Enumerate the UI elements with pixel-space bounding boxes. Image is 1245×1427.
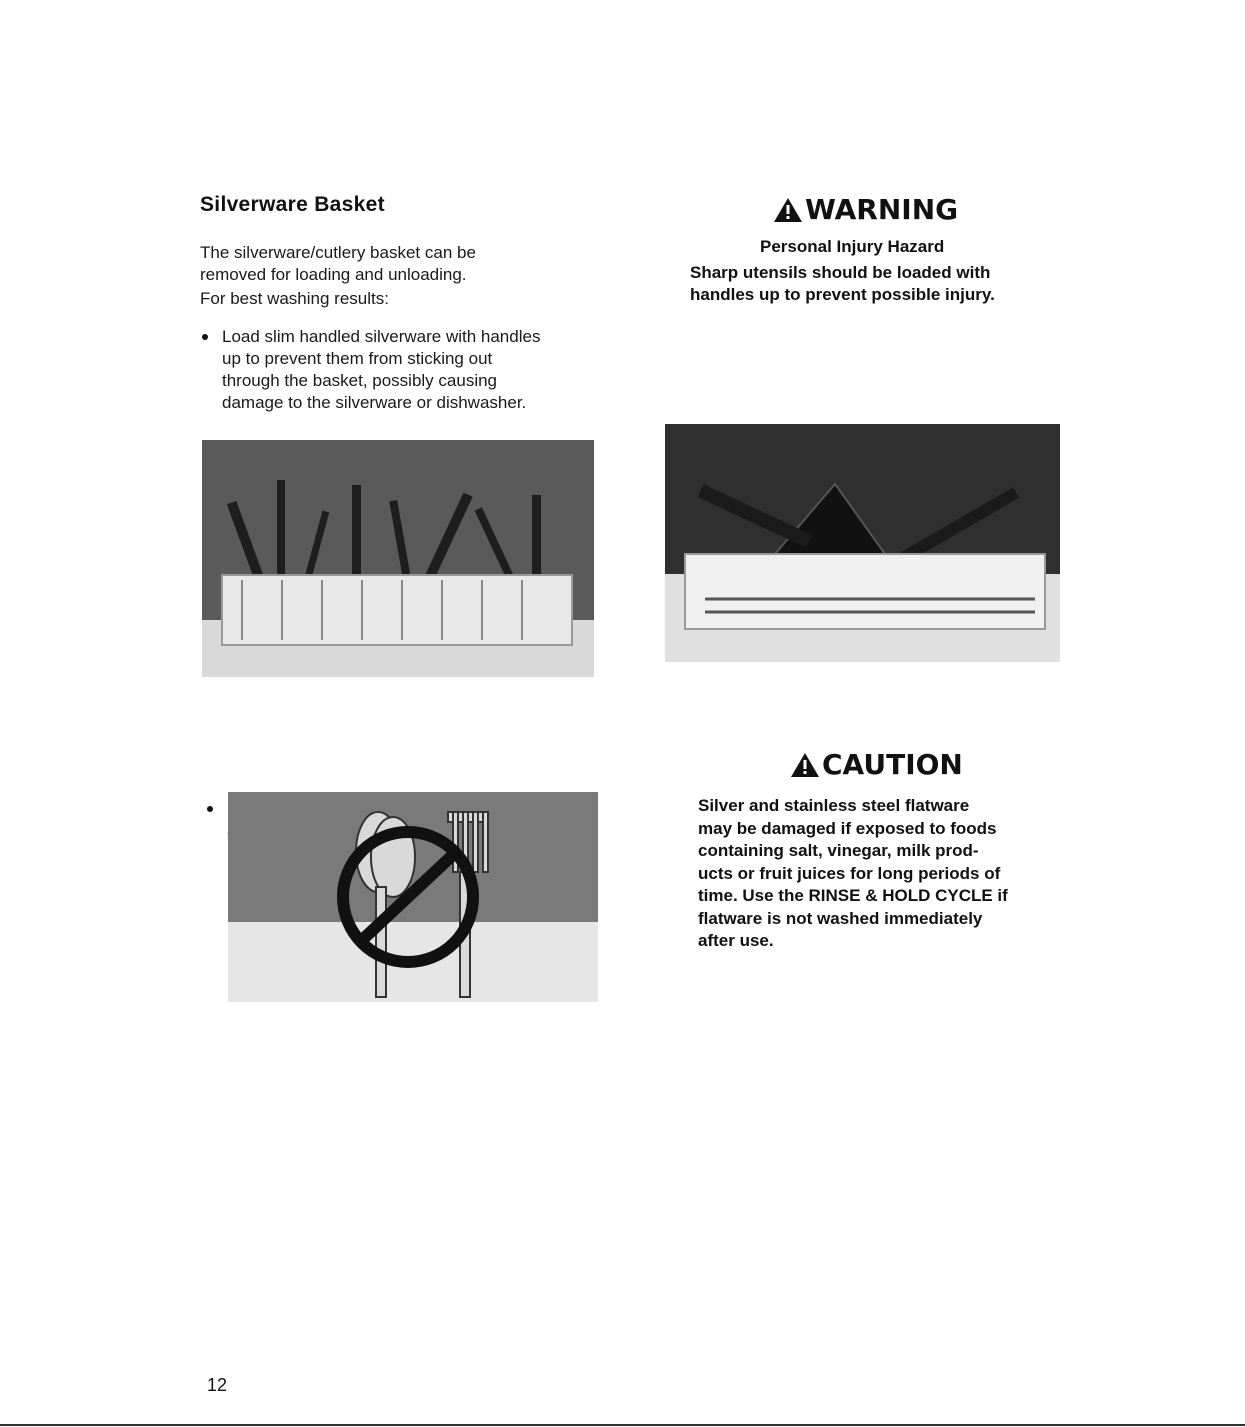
warning-title: WARNING bbox=[805, 193, 959, 226]
long-utensils-illustration bbox=[665, 424, 1060, 662]
warning-heading bbox=[773, 193, 958, 226]
bullet-slim-handled bbox=[200, 326, 662, 414]
basket-illustration bbox=[202, 440, 594, 677]
nested-utensils-photo bbox=[228, 792, 598, 1002]
intro-line: The silverware/cutlery basket can be bbox=[200, 243, 476, 262]
intro-line: removed for loading and unloading. bbox=[200, 265, 467, 284]
section-title: Silverware Basket bbox=[200, 193, 385, 216]
nested-utensils-illustration bbox=[228, 792, 598, 1002]
intro-text bbox=[200, 242, 620, 310]
warning-triangle-icon bbox=[773, 197, 803, 223]
bullet-line: Load slim handled silverware with handles bbox=[222, 327, 541, 346]
caution-line: flatware is not washed immediately bbox=[698, 908, 983, 928]
bullet-line: damage to the silverware or dishwasher. bbox=[222, 393, 527, 412]
caution-triangle-icon bbox=[790, 752, 820, 778]
caution-line: after use. bbox=[698, 931, 774, 950]
caution-line: containing salt, vinegar, milk prod- bbox=[698, 841, 979, 860]
page-number: 12 bbox=[207, 1375, 228, 1395]
caution-title: CAUTION bbox=[822, 748, 963, 781]
bullet-line: up to prevent them from sticking out bbox=[222, 349, 493, 368]
warning-text bbox=[690, 262, 1050, 306]
caution-heading bbox=[790, 748, 963, 781]
caution-line: time. Use the RINSE & HOLD CYCLE if bbox=[698, 886, 1008, 905]
best-results-label: For best washing results: bbox=[200, 289, 389, 308]
warning-subtitle: Personal Injury Hazard bbox=[760, 237, 945, 256]
caution-line: may be damaged if exposed to foods bbox=[698, 818, 997, 838]
caution-line: Silver and stainless steel flatware bbox=[698, 796, 970, 815]
bullet-line: through the basket, possibly causing bbox=[222, 371, 498, 390]
caution-text bbox=[698, 795, 1078, 953]
caution-line: ucts or fruit juices for long periods of bbox=[698, 863, 1001, 883]
warning-line: Sharp utensils should be loaded with bbox=[690, 263, 991, 282]
bottom-rule bbox=[0, 1424, 1245, 1426]
silverware-basket-photo bbox=[202, 440, 594, 677]
long-utensils-photo bbox=[665, 424, 1060, 662]
warning-line: handles up to prevent possible injury. bbox=[690, 285, 995, 304]
